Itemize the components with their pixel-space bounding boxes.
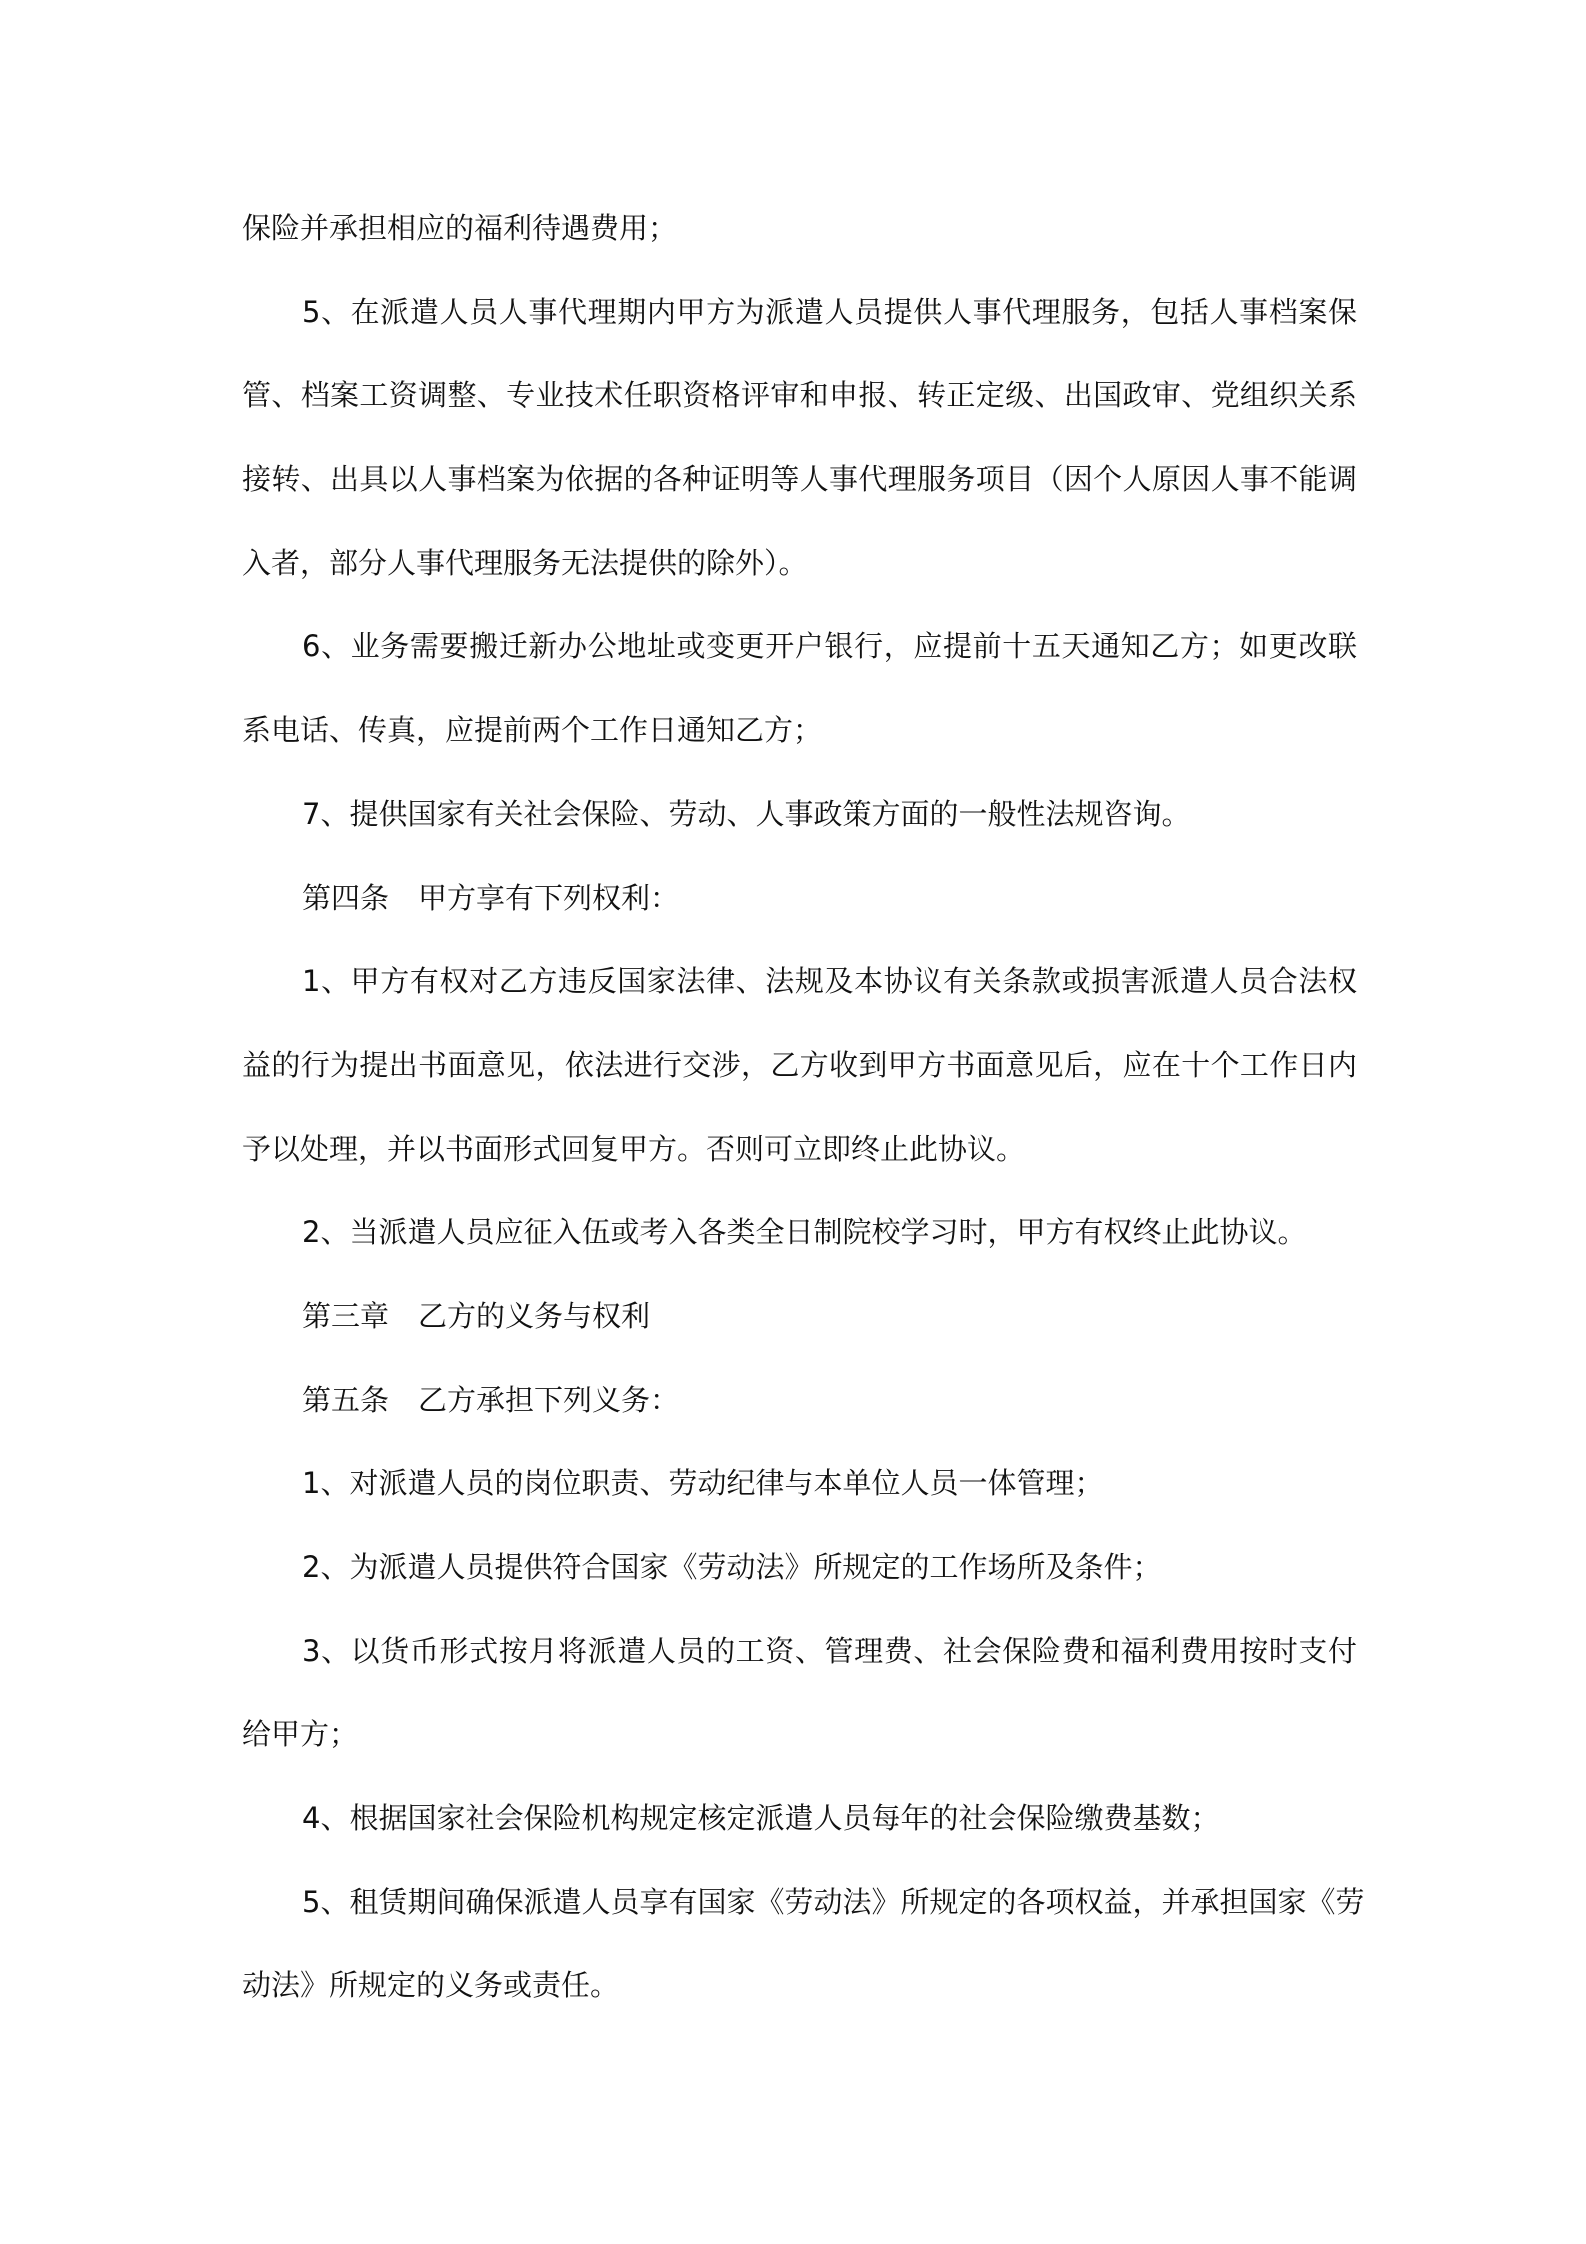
paragraph: [242, 960, 1357, 1211]
text-line: 入者，部分人事代理服务无法提供的除外）。: [242, 545, 808, 580]
paragraph: [242, 291, 1357, 626]
text-line: 1、对派遣人员的岗位职责、劳动纪律与本单位人员一体管理；: [302, 1466, 1104, 1501]
text-line: 4、根据国家社会保险机构规定核定派遣人员每年的社会保险缴费基数；: [302, 1801, 1220, 1836]
paragraph: [242, 625, 1357, 792]
text-line: 系电话、传真，应提前两个工作日通知乙方；: [242, 713, 823, 748]
paragraph: [242, 1295, 1357, 1379]
text-line: 6、业务需要搬迁新办公地址或变更开户银行，应提前十五天通知乙方；如更改联: [302, 629, 1357, 664]
text-line: 给甲方；: [242, 1717, 359, 1752]
text-line: 管、档案工资调整、专业技术任职资格评审和申报、转正定级、出国政审、党组织关系: [242, 378, 1357, 413]
text-line: 保险并承担相应的福利待遇费用；: [242, 211, 678, 245]
text-line: 予以处理，并以书面形式回复甲方。否则可立即终止此协议。: [242, 1131, 1026, 1166]
text-line: 益的行为提出书面意见，依法进行交涉，乙方收到甲方书面意见后，应在十个工作日内: [242, 1047, 1357, 1082]
paragraph: [242, 1630, 1357, 1797]
paragraph: [242, 207, 1357, 291]
text-line: 第四条 甲方享有下列权利：: [302, 880, 680, 915]
paragraph: [242, 1379, 1357, 1463]
text-line: 1、甲方有权对乙方违反国家法律、法规及本协议有关条款或损害派遣人员合法权: [302, 964, 1357, 999]
paragraph: [242, 1797, 1357, 1881]
paragraph: [242, 1462, 1357, 1546]
paragraph: [242, 793, 1357, 877]
text-line: 第五条 乙方承担下列义务：: [302, 1382, 680, 1417]
text-line: 2、为派遣人员提供符合国家《劳动法》所规定的工作场所及条件；: [302, 1550, 1162, 1584]
paragraph: [242, 877, 1357, 961]
paragraph: [242, 1211, 1357, 1295]
text-line: 7、提供国家有关社会保险、劳动、人事政策方面的一般性法规咨询。: [302, 796, 1191, 831]
text-line: 3、以货币形式按月将派遣人员的工资、管理费、社会保险费和福利费用按时支付: [302, 1633, 1357, 1668]
paragraph: [242, 1546, 1357, 1630]
text-line: 5、租赁期间确保派遣人员享有国家《劳动法》所规定的各项权益，并承担国家《劳: [302, 1884, 1365, 1919]
text-line: 5、在派遣人员人事代理期内甲方为派遣人员提供人事代理服务，包括人事档案保: [302, 294, 1357, 329]
text-line: 第三章 乙方的义务与权利: [302, 1298, 651, 1333]
text-line: 动法》所规定的义务或责任。: [242, 1968, 620, 2003]
document-body: [242, 207, 1365, 2048]
paragraph: [242, 1881, 1365, 2048]
text-line: 2、当派遣人员应征入伍或考入各类全日制院校学习时，甲方有权终止此协议。: [302, 1215, 1307, 1250]
text-line: 接转、出具以人事档案为依据的各种证明等人事代理服务项目（因个人原因人事不能调: [242, 462, 1357, 497]
